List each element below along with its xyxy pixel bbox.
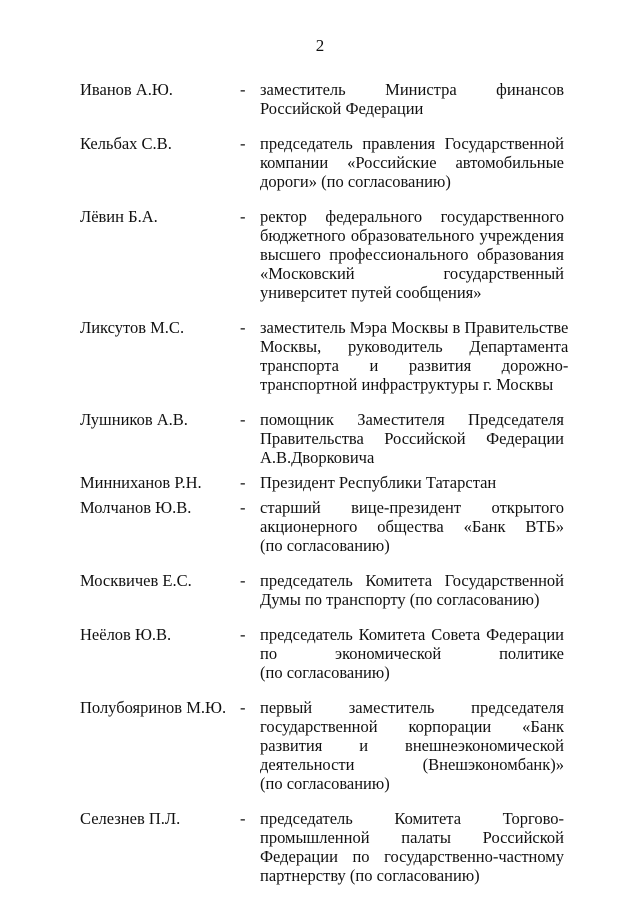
member-position: [260, 809, 564, 885]
position-line: партнерству (по согласованию): [260, 866, 480, 885]
position-line: Президент Республики Татарстан: [260, 473, 497, 492]
dash-separator: -: [240, 80, 246, 99]
position-line: бюджетного образовательного учреждения: [260, 226, 564, 245]
member-row: [80, 625, 564, 682]
member-name: Кельбах С.В.: [80, 134, 172, 153]
position-line: по экономической политике: [260, 644, 564, 663]
member-row: [80, 698, 564, 793]
position-line: Федерации по государственно-частному: [260, 847, 564, 866]
position-line: Российской Федерации: [260, 99, 424, 118]
position-line: Москвы, руководитель Департамента: [260, 337, 569, 356]
position-line: (по согласованию): [260, 536, 390, 555]
position-line: деятельности (Внешэкономбанк)»: [260, 755, 564, 774]
position-line: государственной корпорации «Банк: [260, 717, 564, 736]
members-list: [80, 80, 569, 885]
member-position: [260, 698, 564, 793]
member-name: Полубояринов М.Ю.: [80, 698, 227, 717]
position-line: председатель Комитета Государственной: [260, 571, 564, 590]
member-name: Неёлов Ю.В.: [80, 625, 172, 644]
member-position: [260, 134, 564, 191]
member-row: [80, 410, 564, 467]
member-row: [80, 809, 564, 885]
member-position: [260, 80, 564, 118]
dash-separator: -: [240, 410, 246, 429]
member-row: [80, 498, 564, 555]
member-name: Минниханов Р.Н.: [80, 473, 202, 492]
dash-separator: -: [240, 698, 246, 717]
member-name: Селезнев П.Л.: [80, 809, 181, 828]
position-line: старший вице-президент открытого: [260, 498, 564, 517]
position-line: председатель Комитета Торгово-: [260, 809, 564, 828]
dash-separator: -: [240, 809, 246, 828]
member-position: [260, 207, 564, 302]
member-position: [260, 571, 564, 609]
dash-separator: -: [240, 318, 246, 337]
position-line: Правительства Российской Федерации: [260, 429, 564, 448]
member-name: Лушников А.В.: [80, 410, 188, 429]
dash-separator: -: [240, 207, 246, 226]
member-position: [260, 318, 568, 394]
member-row: [80, 134, 564, 191]
member-position: [260, 473, 564, 492]
position-line: транспорта и развития дорожно-: [260, 356, 569, 375]
position-line: транспортной инфраструктуры г. Москвы: [260, 375, 554, 394]
position-line: председатель правления Государственной: [260, 134, 564, 153]
position-line: Думы по транспорту (по согласованию): [260, 590, 540, 609]
position-line: высшего профессионального образования: [260, 245, 564, 264]
position-line: «Московский государственный: [260, 264, 564, 283]
member-row: [80, 473, 564, 492]
position-line: университет путей сообщения»: [260, 283, 482, 302]
position-line: помощник Заместителя Председателя: [260, 410, 564, 429]
member-row: [80, 571, 564, 609]
member-name: Иванов А.Ю.: [80, 80, 173, 99]
member-position: [260, 498, 564, 555]
position-line: ректор федерального государственного: [260, 207, 564, 226]
position-line: (по согласованию): [260, 774, 390, 793]
dash-separator: -: [240, 625, 246, 644]
dash-separator: -: [240, 571, 246, 590]
dash-separator: -: [240, 134, 246, 153]
position-line: А.В.Дворковича: [260, 448, 375, 467]
member-name: Лёвин Б.А.: [80, 207, 158, 226]
member-row: [80, 207, 564, 302]
member-name: Москвичев Е.С.: [80, 571, 192, 590]
member-row: [80, 318, 569, 394]
position-line: председатель Комитета Совета Федерации: [260, 625, 564, 644]
position-line: акционерного общества «Банк ВТБ»: [260, 517, 564, 536]
member-position: [260, 410, 564, 467]
member-name: Молчанов Ю.В.: [80, 498, 192, 517]
position-line: первый заместитель председателя: [260, 698, 564, 717]
position-line: дороги» (по согласованию): [260, 172, 451, 191]
position-line: компании «Российские автомобильные: [260, 153, 564, 172]
position-line: (по согласованию): [260, 663, 390, 682]
position-line: заместитель Мэра Москвы в Правительстве: [260, 318, 569, 337]
member-row: [80, 80, 564, 118]
page-number: 2: [315, 36, 325, 55]
member-name: Ликсутов М.С.: [80, 318, 185, 337]
dash-separator: -: [240, 473, 246, 492]
position-line: промышленной палаты Российской: [260, 828, 564, 847]
member-position: [260, 625, 564, 682]
position-line: развития и внешнеэкономической: [260, 736, 564, 755]
position-line: заместитель Министра финансов: [260, 80, 564, 99]
dash-separator: -: [240, 498, 246, 517]
